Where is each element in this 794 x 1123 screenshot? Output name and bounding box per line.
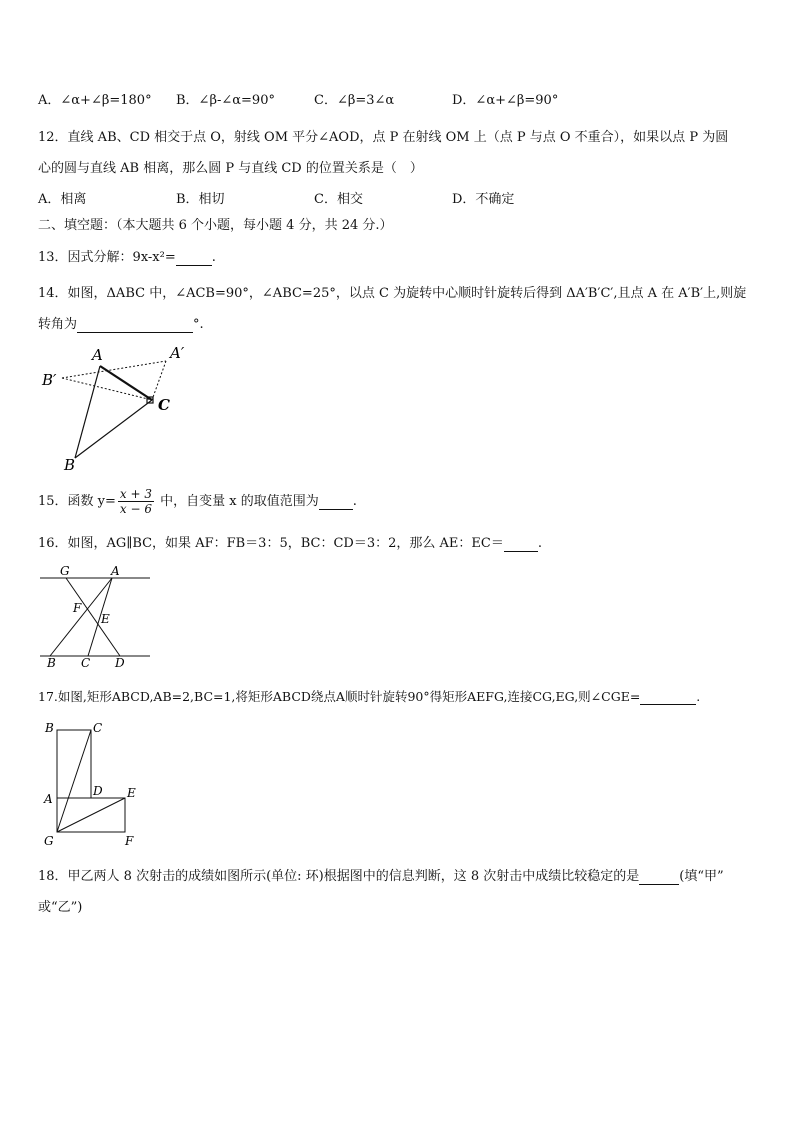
q12-option-c: C．相交: [314, 192, 363, 207]
q16-text: 16．如图，AG∥BC，如果 AF：FB＝3：5，BC：CD＝3：2，那么 AE：EC＝: [38, 536, 504, 551]
q11-option-b: B．∠β-∠α=90°: [176, 93, 275, 108]
q17-label-g: G: [44, 834, 54, 848]
q11-option-a: A．∠α+∠β=180°: [38, 93, 152, 108]
question-15: [38, 487, 357, 516]
q16-label-g: G: [60, 564, 70, 578]
q15-post: 中，自变量 x 的取值范围为: [156, 494, 319, 509]
q16-label-a: A: [111, 564, 120, 578]
q15-denominator: x − 6: [119, 502, 153, 516]
q17-end: .: [696, 689, 701, 704]
question-13: [38, 246, 216, 266]
q17-answer-blank[interactable]: [640, 689, 696, 705]
q17-label-a: A: [44, 792, 53, 806]
q17-segment-cg: [57, 730, 91, 832]
q12-option-d: D．不确定: [452, 192, 515, 207]
q17-figure: [40, 718, 145, 850]
q14-label-c: C: [158, 396, 170, 414]
q14-line2-post: °.: [193, 317, 204, 332]
q13-end: .: [211, 250, 216, 265]
q15-numerator: x + 3: [119, 487, 153, 501]
q16-answer-blank[interactable]: [504, 536, 538, 552]
q12-option-b: B．相切: [176, 192, 225, 207]
q14-label-b-prime: B′: [42, 371, 57, 389]
q14-label-a-prime: A′: [170, 344, 185, 362]
q15-fraction: [118, 487, 154, 516]
q13-answer-blank[interactable]: [176, 250, 212, 266]
q16-label-f: F: [73, 601, 82, 615]
q12-option-a: A．相离: [38, 192, 87, 207]
q15-end: .: [352, 494, 357, 509]
q11-option-c: C．∠β=3∠α: [314, 93, 395, 108]
q16-segment-gd: [66, 578, 120, 656]
q14-label-b: B: [64, 456, 76, 474]
q16-end: .: [537, 536, 542, 551]
q18-text: 18．甲乙两人 8 次射击的成绩如图所示(单位: 环)根据图中的信息判断，这 8 次射击中成绩比较稳定的是: [38, 869, 640, 884]
q17-label-e: E: [127, 786, 136, 800]
q16-text-line: [38, 532, 542, 552]
q13-text: 13．因式分解：9x-x²=: [38, 250, 176, 265]
q12-line1: 12．直线 AB、CD 相交于点 O，射线 OM 平分∠AOD，点 P 在射线 OM 上（点 P 与点 O 不重合），如果以点 P 为圆: [38, 130, 729, 145]
q17-rect-abcd: [57, 730, 91, 798]
q14-answer-blank[interactable]: [77, 317, 193, 333]
q14-segment-bprime-c: [62, 378, 152, 400]
q14-line2-pre: 转角为: [38, 317, 78, 332]
q14-label-a: A: [92, 346, 103, 364]
q14-segment-ac: [100, 366, 152, 400]
q14-segment-bc: [75, 400, 152, 458]
q12-line2: 心的圆与直线 AB 相离，那么圆 P 与直线 CD 的位置关系是（ ）: [38, 161, 423, 176]
q15-pre: 15．函数 y=: [38, 494, 116, 509]
q18-answer-blank[interactable]: [639, 869, 679, 885]
q16-label-b: B: [47, 656, 56, 670]
section-fill-in-heading: 二、填空题：（本大题共 6 个小题，每小题 4 分，共 24 分.）: [38, 218, 393, 233]
q17-label-c: C: [93, 721, 103, 735]
q17-text-line: [38, 687, 700, 705]
q17-label-f: F: [125, 834, 134, 848]
q14-line2: [38, 313, 204, 333]
q17-text: 17.如图,矩形ABCD,AB=2,BC=1,将矩形ABCD绕点A顺时针旋转90°得矩形AEFG,连接CG,EG,则∠CGE=: [38, 689, 641, 704]
q16-figure: [36, 560, 154, 670]
q18-line1-post: (填“甲”: [679, 869, 724, 884]
q17-label-d: D: [93, 784, 103, 798]
q16-label-c: C: [81, 656, 91, 670]
q14-line1: 14．如图，ΔABC 中，∠ACB=90°，∠ABC=25°，以点 C 为旋转中心顺时针旋转后得到 ΔA′B′C′,且点 A 在 A′B′上,则旋: [38, 286, 747, 301]
q16-label-d: D: [115, 656, 125, 670]
q14-segment-aprime-c: [152, 361, 166, 400]
q14-figure: [30, 338, 200, 476]
q11-option-d: D．∠α+∠β=90°: [452, 93, 559, 108]
q17-label-b: B: [45, 721, 54, 735]
q14-segment-ab: [75, 366, 100, 458]
q16-label-e: E: [101, 612, 110, 626]
q18-line1: [38, 865, 724, 885]
q18-line2: 或“乙”): [38, 900, 83, 915]
q17-segment-eg: [57, 798, 125, 832]
q15-answer-blank[interactable]: [319, 494, 353, 510]
